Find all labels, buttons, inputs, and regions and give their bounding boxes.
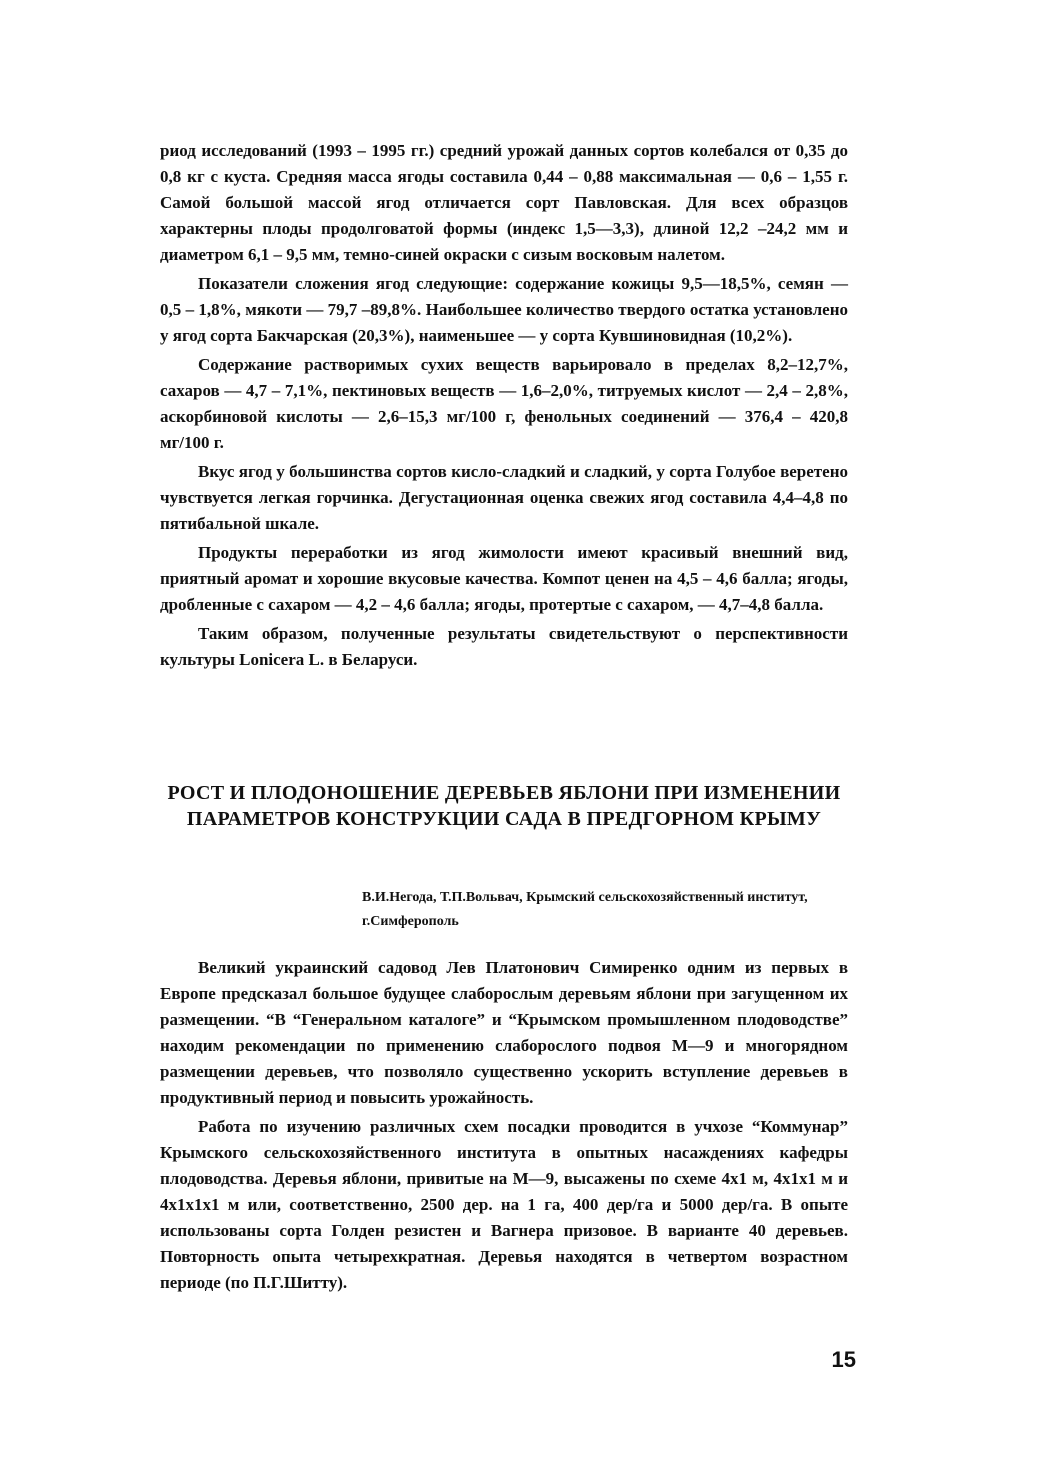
paragraph: риод исследований (1993 – 1995 гг.) средний урожай данных сортов колебался от 0,35 до 0,8 кг с куста. Средняя масса ягоды составила 0,44 – 0,88 максимальная — 0,6 – 1,55 г. Самой большой массой ягод отличается сорт Павловская. Для всех образцов характерны плоды продолговатой формы (индекс 1,5—3,3), длиной 12,2 –24,2 мм и диаметром 6,1 – 9,5 мм, темно-синей окраски с сизым восковым налетом. [160,141,848,264]
article-authors: В.И.Негода, Т.П.Вольвач, Крымский сельскохозяйственный институт, г.Симферополь [362,890,808,929]
paragraph: Работа по изучению различных схем посадки проводится в учхозе “Коммунар” Крымского сельскохозяйственного института в опытных насаждениях кафедры плодоводства. Деревья яблони, привитые на М—9, высажены по схеме 4x1 м, 4x1x1 м и 4x1x1x1 м или, соответственно, 2500 дер. на 1 га, 400 дер/га и 5000 дер/га. В опыте использованы сорта Голден резистен и Вагнера призовое. В варианте 40 деревьев. Повторность опыта четырехкратная. Деревья находятся в четвертом возрастном периоде (по П.Г.Шитту). [160,1117,848,1292]
article-title: РОСТ И ПЛОДОНОШЕНИЕ ДЕРЕВЬЕВ ЯБЛОНИ ПРИ ИЗМЕНЕНИИ ПАРАМЕТРОВ КОНСТРУКЦИИ САДА В ПРЕДГОРНОМ КРЫМУ [167,782,841,830]
paragraph: Вкус ягод у большинства сортов кисло-сладкий и сладкий, у сорта Голубое веретено чувствуется легкая горчинка. Дегустационная оценка свежих ягод составила 4,4–4,8 по пятибальной шкале. [160,462,848,533]
article-body [160,955,848,1296]
paragraph: Показатели сложения ягод следующие: содержание кожицы 9,5—18,5%, семян — 0,5 – 1,8%, мякоти — 79,7 –89,8%. Наибольшее количество твердого остатка установлено у ягод сорта Бакчарская (20,3%), наименьшее — у сорта Кувшиновидная (10,2%). [160,274,848,345]
page-number: 15 [831,1347,856,1372]
paragraph: Продукты переработки из ягод жимолости имеют красивый внешний вид, приятный аромат и хорошие вкусовые качества. Компот ценен на 4,5 – 4,6 балла; ягоды, дробленные с сахаром — 4,2 – 4,6 балла; ягоды, протертые с сахаром, — 4,7–4,8 балла. [160,543,848,614]
paragraph: Великий украинский садовод Лев Платонович Симиренко одним из первых в Европе предсказал большое будущее слаборослым деревьям яблони при загущенном их размещении. “В “Генеральном каталоге” и “Крымском промышленном плодоводстве” находим рекомендации по применению слаборослого подвоя М—9 и многорядном размещении деревьев, что позволяло существенно ускорить вступление деревьев в продуктивный период и повысить урожайность. [160,958,848,1107]
paragraph: Содержание растворимых сухих веществ варьировало в пределах 8,2–12,7%, сахаров — 4,7 – 7,1%, пектиновых веществ — 1,6–2,0%, титруемых кислот — 2,4 – 2,8%, аскорбиновой кислоты — 2,6–15,3 мг/100 г, фенольных соединений — 376,4 – 420,8 мг/100 г. [160,355,848,452]
previous-article-ending [160,138,848,673]
paragraph: Таким образом, полученные результаты свидетельствуют о перспективности культуры Lonicera L. в Беларуси. [160,624,848,669]
